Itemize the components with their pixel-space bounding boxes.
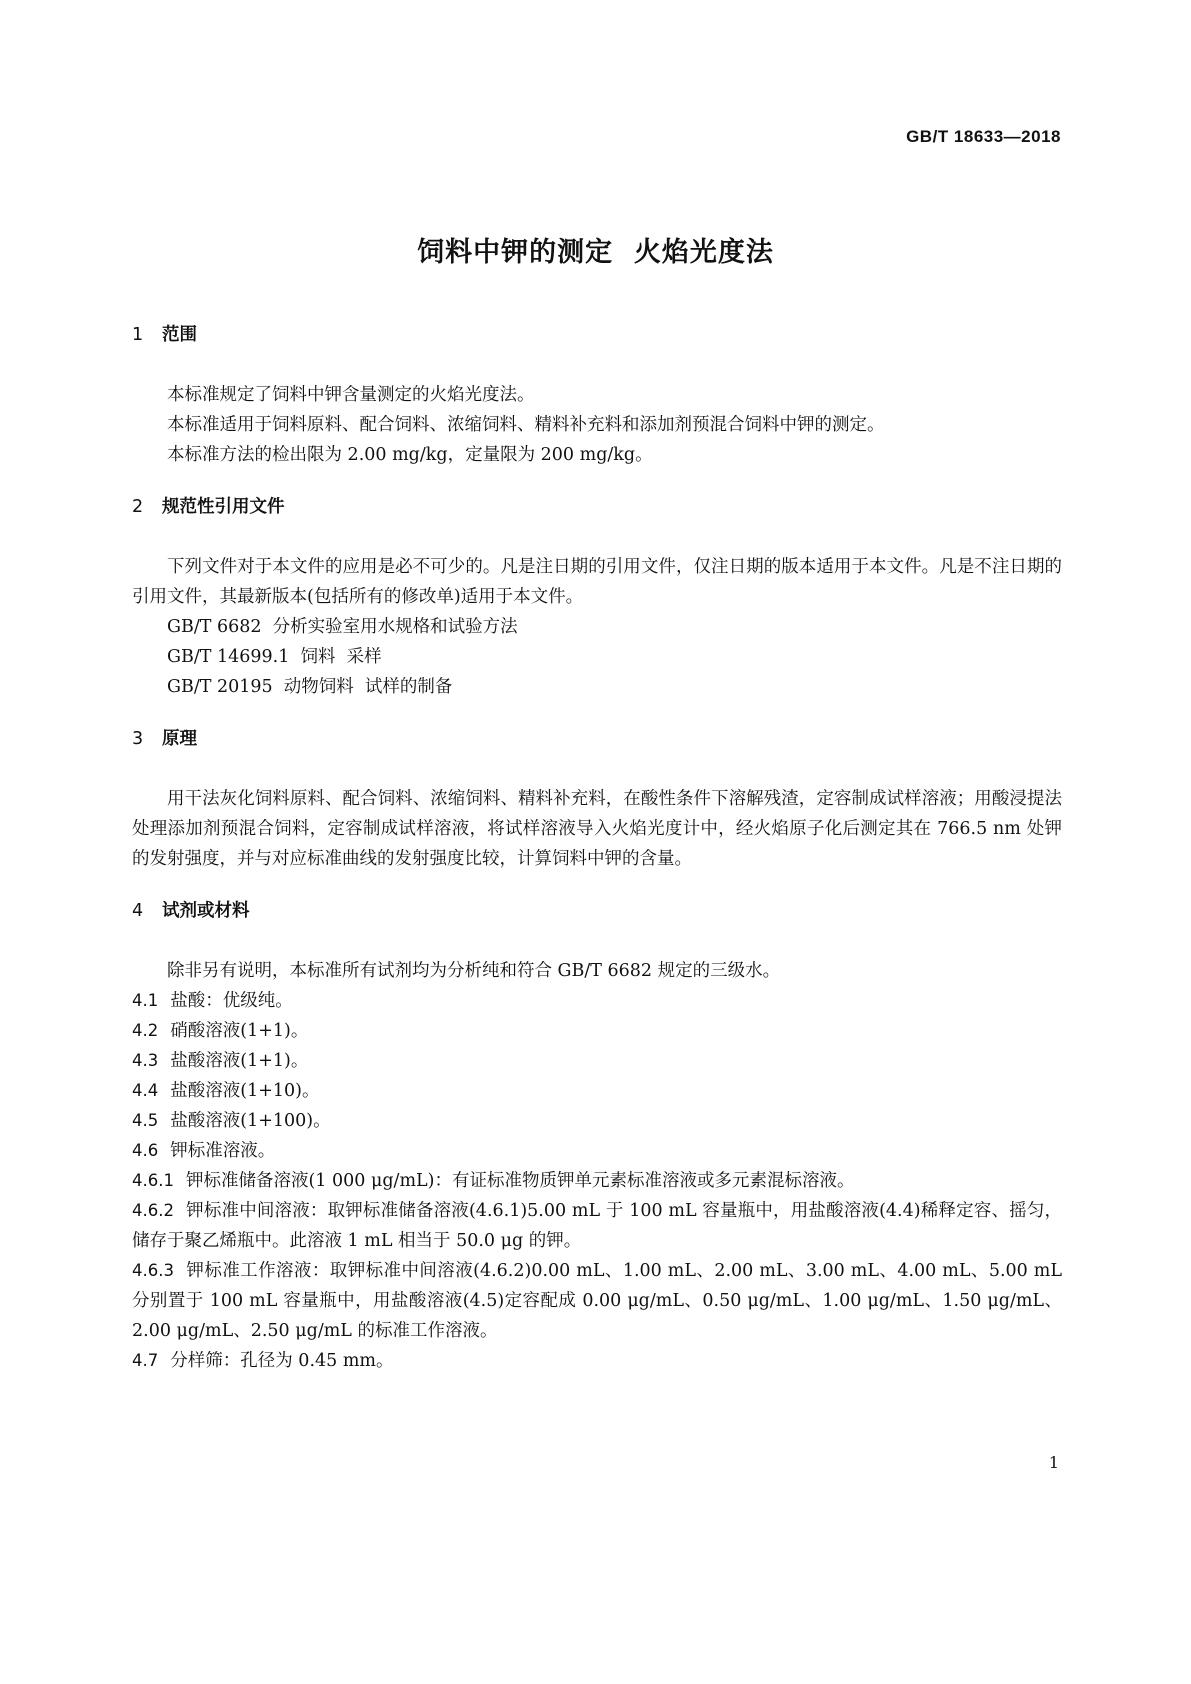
- item-number: 4.6: [132, 1141, 159, 1160]
- item-number: 4.2: [132, 1021, 159, 1040]
- item-text: 钾标准储备溶液(1 000 μg/mL)：有证标准物质钾单元素标准溶液或多元素混标溶液。: [185, 1171, 855, 1191]
- item-number: 4.7: [132, 1351, 159, 1370]
- paragraph: 除非另有说明，本标准所有试剂均为分析纯和符合 GB/T 6682 规定的三级水。: [167, 961, 781, 981]
- section-heading-normative-references: [132, 492, 1062, 522]
- section-number: 1: [132, 325, 144, 345]
- document-body: [132, 320, 1062, 1376]
- item-text: 盐酸溶液(1+1)。: [170, 1051, 309, 1071]
- item-number: 4.6.1: [132, 1171, 174, 1190]
- item-text: 钾标准溶液。: [170, 1141, 276, 1161]
- item-number: 4.6.3: [132, 1261, 174, 1280]
- item-text: 盐酸：优级纯。: [170, 991, 293, 1011]
- section-heading-reagents: [132, 896, 1062, 926]
- document-title: 饲料中钾的测定 火焰光度法: [417, 237, 774, 268]
- paragraph: 用干法灰化饲料原料、配合饲料、浓缩饲料、精料补充料，在酸性条件下溶解残渣，定容制成试样溶液；用酸浸提法处理添加剂预混合饲料，定容制成试样溶液，将试样溶液导入火焰光度计中，经火焰原子化后测定其在 766.5 nm 处钾的发射强度，并与对应标准曲线的发射强度比较，计算饲料中钾的含量。: [132, 789, 1062, 869]
- paragraph: 下列文件对于本文件的应用是必不可少的。凡是注日期的引用文件，仅注日期的版本适用于本文件。凡是不注日期的引用文件，其最新版本(包括所有的修改单)适用于本文件。: [132, 557, 1062, 607]
- section-title: 试剂或材料: [162, 901, 250, 921]
- item-text: 盐酸溶液(1+100)。: [170, 1111, 331, 1131]
- section-title: 范围: [162, 325, 197, 345]
- section-heading-principle: [132, 724, 1062, 754]
- item-number: 4.4: [132, 1081, 159, 1100]
- reagent-item: [132, 1046, 1062, 1076]
- item-number: 4.6.2: [132, 1201, 174, 1220]
- reagent-item: [132, 986, 1062, 1016]
- reagent-item: [132, 1016, 1062, 1046]
- section-heading-scope: [132, 320, 1062, 350]
- reagent-item: [132, 1346, 1062, 1376]
- paragraph: 本标准规定了饲料中钾含量测定的火焰光度法。: [167, 385, 535, 405]
- section-number: 4: [132, 901, 144, 921]
- item-number: 4.1: [132, 991, 159, 1010]
- item-text: 盐酸溶液(1+10)。: [170, 1081, 320, 1101]
- reference-item: GB/T 20195 动物饲料 试样的制备: [167, 677, 453, 697]
- reference-item: GB/T 6682 分析实验室用水规格和试验方法: [167, 617, 518, 637]
- reagent-item: [132, 1106, 1062, 1136]
- item-number: 4.5: [132, 1111, 159, 1130]
- reagent-item: [132, 1196, 1062, 1256]
- page-number: 1: [1048, 1453, 1059, 1472]
- reagent-item: [132, 1166, 1062, 1196]
- reagent-item: [132, 1256, 1062, 1346]
- section-title: 规范性引用文件: [162, 497, 285, 517]
- section-number: 3: [132, 729, 144, 749]
- paragraph: 本标准适用于饲料原料、配合饲料、浓缩饲料、精料补充料和添加剂预混合饲料中钾的测定。: [167, 415, 885, 435]
- item-text: 硝酸溶液(1+1)。: [170, 1021, 309, 1041]
- item-number: 4.3: [132, 1051, 159, 1070]
- reagent-item: [132, 1136, 1062, 1166]
- item-text: 钾标准工作溶液：取钾标准中间溶液(4.6.2)0.00 mL、1.00 mL、2.00 mL、3.00 mL、4.00 mL、5.00 mL分别置于 100 mL 容量瓶中，用盐酸溶液(4.5)定容配成 0.00 μg/mL、0.50 μg/mL、1.00 μg/mL、1.50 μg/mL、2.00 μg/mL、2.50 μg/mL 的标准工作溶液。: [132, 1261, 1062, 1341]
- section-title: 原理: [162, 729, 197, 749]
- reference-item: GB/T 14699.1 饲料 采样: [167, 647, 382, 667]
- item-text: 分样筛：孔径为 0.45 mm。: [170, 1351, 394, 1371]
- reagent-item: [132, 1076, 1062, 1106]
- document-code: GB/T 18633—2018: [906, 127, 1061, 146]
- section-number: 2: [132, 497, 144, 517]
- paragraph: 本标准方法的检出限为 2.00 mg/kg，定量限为 200 mg/kg。: [167, 445, 653, 465]
- item-text: 钾标准中间溶液：取钾标准储备溶液(4.6.1)5.00 mL 于 100 mL 容量瓶中，用盐酸溶液(4.4)稀释定容、摇匀，储存于聚乙烯瓶中。此溶液 1 mL 相当于 50.0 μg 的钾。: [132, 1201, 1062, 1251]
